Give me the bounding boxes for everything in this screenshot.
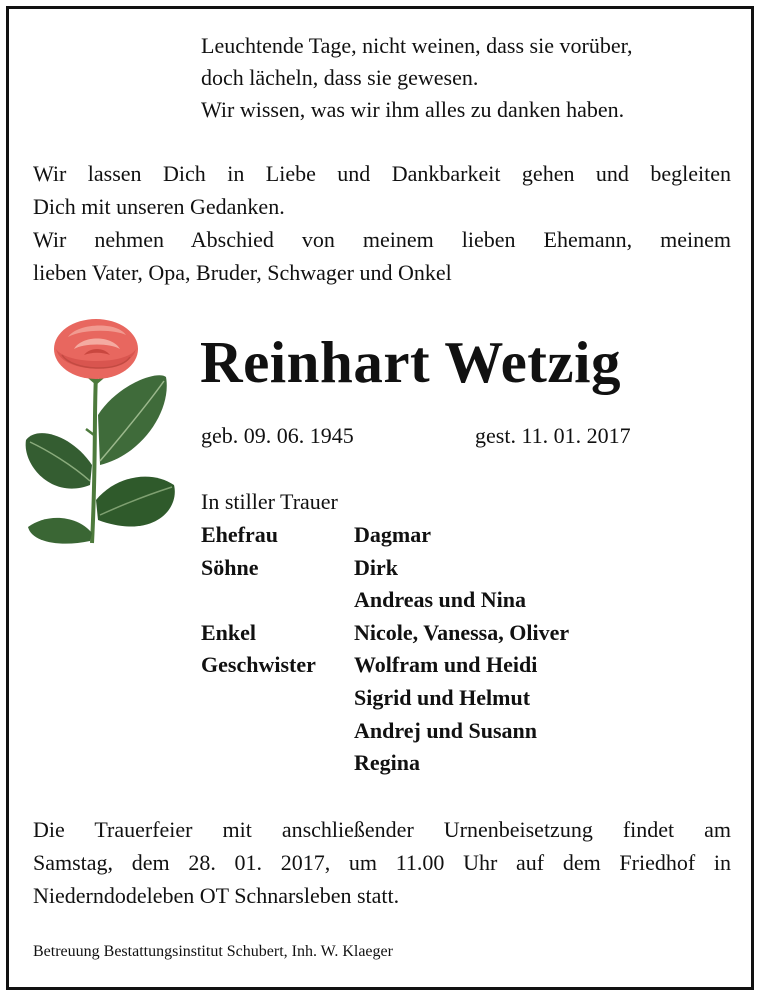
family-list: [201, 519, 701, 780]
farewell-line: Wir lassen Dich in Liebe und Dankbarkeit gehen und begleiten: [33, 161, 731, 186]
farewell-line: Wir nehmen Abschied von meinem lieben Ehemann, meinem: [33, 227, 731, 252]
family-names: Andrej und Susann: [354, 717, 538, 743]
mourning-intro: In stiller Trauer: [201, 489, 338, 514]
funeral-info: [33, 813, 731, 912]
family-names: Wolfram und Heidi: [354, 652, 538, 678]
family-names: Sigrid und Helmut: [354, 684, 531, 710]
family-relation: Ehefrau: [201, 522, 278, 547]
family-row: [201, 747, 701, 780]
family-row: [201, 519, 701, 552]
family-row: [201, 649, 701, 682]
verse-line: Wir wissen, was wir ihm alles zu danken haben.: [201, 97, 625, 122]
deceased-name: Reinhart Wetzig: [200, 329, 621, 395]
farewell-line: lieben Vater, Opa, Bruder, Schwager und Onkel: [33, 260, 452, 285]
family-names: Andreas und Nina: [354, 587, 526, 613]
family-row: [201, 682, 701, 715]
verse-line: Leuchtende Tage, nicht weinen, dass sie vorüber,: [201, 33, 633, 58]
family-relation: Söhne: [201, 554, 259, 580]
family-row: [201, 617, 701, 650]
family-names: Regina: [354, 750, 420, 776]
funeral-line: Samstag, dem 28. 01. 2017, um 11.00 Uhr auf dem Friedhof in: [33, 850, 731, 875]
family-names: Nicole, Vanessa, Oliver: [354, 619, 570, 645]
funeral-line: Die Trauerfeier mit anschließender Urnenbeisetzung findet am: [33, 817, 731, 842]
farewell-text: [33, 157, 731, 289]
red-rose-icon: [22, 315, 182, 547]
family-relation: Geschwister: [201, 652, 316, 678]
farewell-line: Dich mit unseren Gedanken.: [33, 194, 285, 219]
funeral-line: Niederndodeleben OT Schnarsleben statt.: [33, 883, 400, 908]
family-names: Dagmar: [354, 522, 431, 547]
poem-verse: [201, 30, 741, 126]
family-row: [201, 715, 701, 748]
birth-date: geb. 09. 06. 1945: [201, 423, 354, 448]
family-row: [201, 584, 701, 617]
undertaker-credit: Betreuung Bestattungsinstitut Schubert, Inh. W. Klaeger: [33, 943, 393, 960]
family-names: Dirk: [354, 554, 398, 580]
family-relation: Enkel: [201, 619, 257, 645]
verse-line: doch lächeln, dass sie gewesen.: [201, 65, 479, 90]
death-date: gest. 11. 01. 2017: [475, 423, 631, 448]
family-row: [201, 552, 701, 585]
